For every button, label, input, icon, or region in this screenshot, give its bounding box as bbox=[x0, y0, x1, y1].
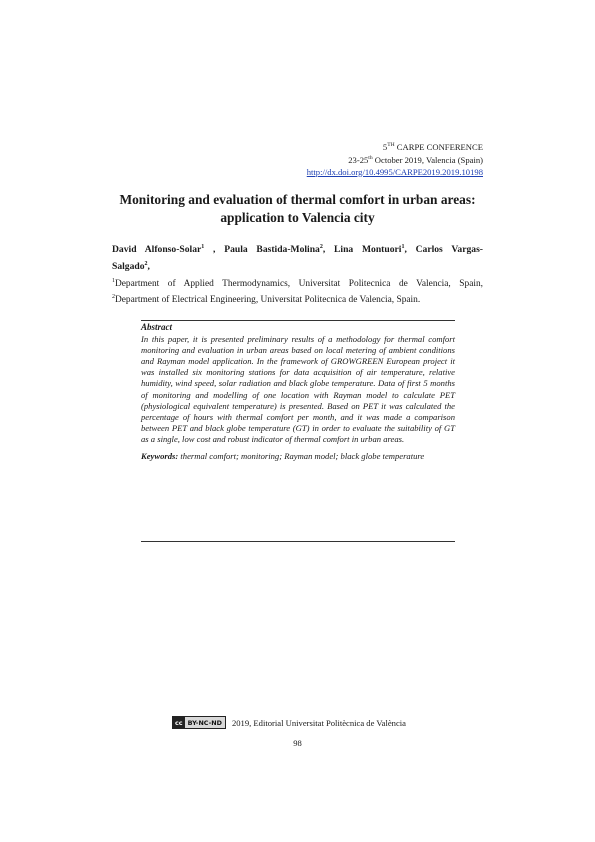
author-name: Carlos Vargas- bbox=[415, 244, 484, 256]
affiliations bbox=[112, 275, 483, 307]
abstract-section bbox=[141, 322, 455, 462]
author-list: David Alfonso-Solar$^1$ , Paula Bastida-Molina$^2$, Lina Montuori$^1$, Carlos Vargas- bbox=[112, 244, 484, 256]
conference-name: 5TH CARPE CONFERENCE bbox=[382, 141, 483, 152]
affiliation: $^2$Department of Electrical Engineering, Universitat Politecnica de Valencia, Spain. bbox=[112, 294, 421, 306]
abstract-top-rule bbox=[141, 320, 455, 321]
author-name: Salgado bbox=[112, 261, 145, 273]
keywords-list: thermal comfort; monitoring; Rayman model; black globe temperature bbox=[178, 451, 425, 462]
title-line-2: application to Valencia city bbox=[220, 210, 375, 225]
conference-dates: 23-25th October 2019, Valencia (Spain) bbox=[348, 155, 483, 166]
cc-license-icon bbox=[172, 716, 226, 729]
conference-header bbox=[183, 140, 483, 178]
abstract-bottom-rule bbox=[141, 541, 455, 542]
affiliation: $^1$Department of Applied Thermodynamics, Universitat Politecnica de Valencia, Spain, bbox=[112, 278, 483, 290]
abstract-body: In this paper, it is presented preliminary results of a methodology for thermal comfort monitoring and evaluation in urban areas based on local metering of ambient conditions and Rayman model application. In the framework of GROWGREEN European project it was installed six monitoring stations for data acquisition of air temperature, relative humidity, wind speed, solar radiation and black globe temperature. Data of first 5 months of monitoring and modelling of one location with Rayman model to calculate PET (physiological equivalent temperature) is presented. Based on PET it was calculated the percentage of hours with thermal comfort per month, and it was made a comparison between PET and black globe temperature (GT) in order to evaluate the suitability of GT as a single, low cost and robust indicator of thermal comfort in urban areas. bbox=[141, 334, 455, 444]
author-list-continued: Salgado$^2$, bbox=[112, 261, 150, 273]
author-name: Paula Bastida-Molina bbox=[224, 244, 320, 256]
cc-mark: cc bbox=[175, 718, 183, 727]
cc-terms: BY-NC-ND bbox=[185, 717, 225, 728]
author-name: David Alfonso-Solar bbox=[112, 244, 202, 256]
doi-line bbox=[183, 167, 483, 178]
copyright-text: 2019, Editorial Universitat Politècnica de València bbox=[231, 717, 406, 728]
paper-title bbox=[112, 191, 483, 227]
author-name: Lina Montuori bbox=[334, 244, 402, 256]
title-line-1: Monitoring and evaluation of thermal comfort in urban areas: bbox=[119, 192, 476, 207]
copyright-footer bbox=[172, 716, 472, 729]
abstract-heading: Abstract bbox=[141, 322, 173, 332]
page-number: 98 bbox=[293, 738, 302, 748]
keywords-label: Keywords: bbox=[141, 451, 179, 462]
keywords bbox=[141, 451, 455, 462]
doi-link[interactable]: http://dx.doi.org/10.4995/CARPE2019.2019.10198 bbox=[306, 166, 483, 177]
